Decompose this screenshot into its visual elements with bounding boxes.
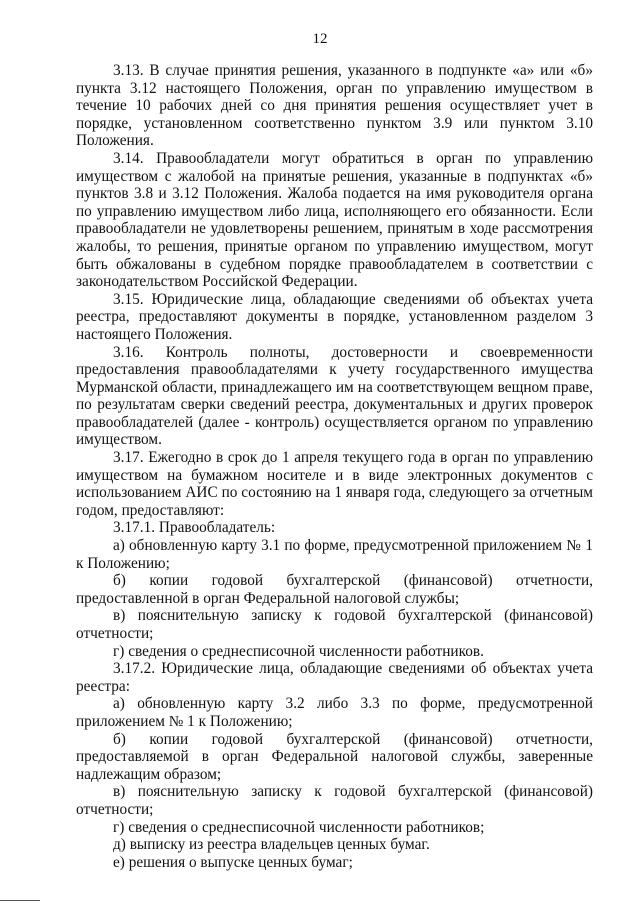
- list-item-3-17-1-a: а) обновленную карту 3.1 по форме, предусмотренной приложением № 1 к Положению;: [76, 537, 593, 572]
- page-number: 12: [312, 31, 328, 47]
- list-item-3-17-2-g: г) сведения о среднесписочной численности работников;: [113, 818, 485, 836]
- page-body: [76, 62, 593, 871]
- list-item-3-17-2-a: а) обновленную карту 3.2 либо 3.3 по форме, предусмотренной приложением № 1 к Положению;: [76, 695, 593, 730]
- paragraph-3-14: 3.14. Правообладатели могут обратиться в орган по управлению имуществом с жалобой на принятые решения, указанные в подпунктах «б» пунктов 3.8 и 3.12 Положения. Жалоба подается на имя руководителя органа по управлению имуществом либо лица, исполняющего его обязанности. Если правообладатели не удовлетворены решением, принятым в ходе рассмотрения жалобы, то решения, принятые органом по управлению имуществом, могут быть обжалованы в судебном порядке правообладателем в соответствии с законодательством Российской Федерации.: [76, 149, 593, 291]
- list-item-3-17-2-d: д) выписку из реестра владельцев ценных бумаг.: [113, 836, 430, 854]
- list-item-3-17-1-b: б) копии годовой бухгалтерской (финансовой) отчетности, предоставленной в орган Федеральной налоговой службы;: [76, 572, 593, 607]
- paragraph-3-17-2: 3.17.2. Юридические лица, обладающие сведениями об объектах учета реестра:: [76, 660, 593, 695]
- paragraph-3-17-1: 3.17.1. Правообладатель:: [113, 519, 276, 537]
- paragraph-3-15: 3.15. Юридические лица, обладающие сведениями об объектах учета реестра, предоставляют документы в порядке, установленном разделом 3 настоящего Положения.: [76, 290, 593, 343]
- paragraph-3-13: 3.13. В случае принятия решения, указанного в подпункте «а» или «б» пункта 3.12 настоящего Положения, орган по управлению имуществом в течение 10 рабочих дней со дня принятия решения осуществляет учет в порядке, установленном соответственно пунктом 3.9 или пунктом 3.10 Положения.: [76, 62, 593, 150]
- paragraph-3-17: 3.17. Ежегодно в срок до 1 апреля текущего года в орган по управлению имуществом на бумажном носителе и в виде электронных документов с использованием АИС по состоянию на 1 января года, следующего за отчетным годом, предоставляют:: [76, 449, 593, 519]
- list-item-3-17-2-b: б) копии годовой бухгалтерской (финансовой) отчетности, предоставляемой в орган Федеральной налоговой службы, заверенные надлежащим образом;: [76, 730, 593, 783]
- list-item-3-17-1-g: г) сведения о среднесписочной численности работников.: [113, 642, 484, 660]
- paragraph-3-16: 3.16. Контроль полноты, достоверности и своевременности предоставления правообладателями к учету государственного имущества Мурманской области, принадлежащего им на соответствующем вещном праве, по результатам сверки сведений реестра, документальных и других проверок правообладателей (далее - контроль) осуществляется органом по управлению имуществом.: [76, 343, 593, 449]
- list-item-3-17-1-v: в) пояснительную записку к годовой бухгалтерской (финансовой) отчетности;: [76, 607, 593, 642]
- scan-edge-mark: [0, 900, 40, 901]
- list-item-3-17-2-e: е) решения о выпуске ценных бумаг;: [113, 853, 353, 871]
- list-item-3-17-2-v: в) пояснительную записку к годовой бухгалтерской (финансовой) отчетности;: [76, 783, 593, 818]
